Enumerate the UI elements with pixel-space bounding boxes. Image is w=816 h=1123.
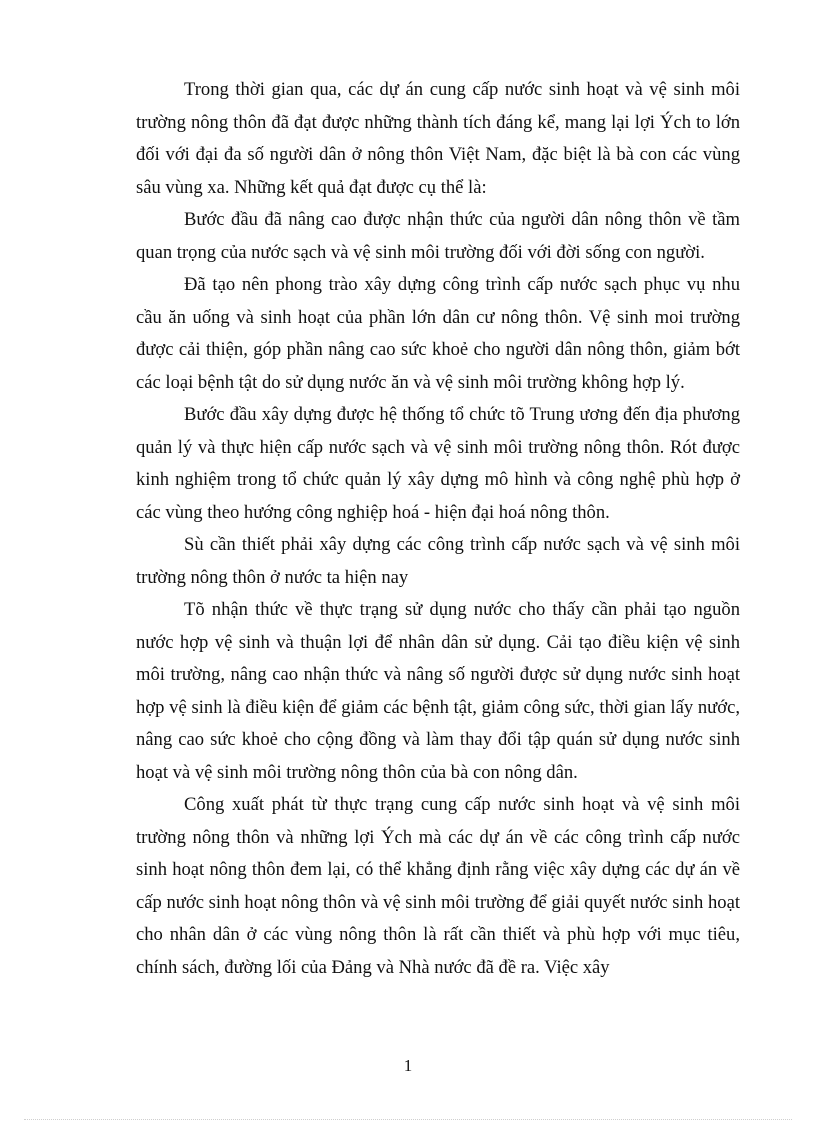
- paragraph-movement: Đã tạo nên phong trào xây dựng công trình cấp nước sạch phục vụ nhu cầu ăn uống và sinh hoạt của phần lớn dân cư nông thôn. Vệ sinh moi trường được cải thiện, góp phần nâng cao sức khoẻ cho người dân nông thôn, giảm bớt các loại bệnh tật do sử dụng nước ăn và vệ sinh môi trường không hợp lý.: [136, 274, 740, 393]
- paragraph-organization: Bước đầu xây dựng được hệ thống tổ chức tõ Trung ương đến địa phương quản lý và thực hiện cấp nước sạch và vệ sinh môi trường nông thôn. Rót được kinh nghiệm trong tổ chức quản lý xây dựng mô hình và công nghệ phù hợp ở các vùng theo hướng công nghiệp hoá - hiện đại hoá nông thôn.: [136, 404, 740, 523]
- body-text: [136, 74, 740, 984]
- page-number: 1: [403, 1056, 413, 1075]
- paragraph-reality: Tõ nhận thức về thực trạng sử dụng nước cho thấy cần phải tạo nguồn nước hợp vệ sinh và thuận lợi để nhân dân sử dụng. Cải tạo điều kiện vệ sinh môi trường, nâng cao nhận thức và nâng số người được sử dụng nước sinh hoạt hợp vệ sinh là điều kiện để giảm các bệnh tật, giảm công sức, thời gian lấy nước, nâng cao sức khoẻ cho cộng đồng và làm thay đổi tập quán sử dụng nước sinh hoạt và vệ sinh môi trường nông thôn của bà con nông dân.: [136, 599, 740, 783]
- paragraph-necessity-heading: Sù cần thiết phải xây dựng các công trình cấp nước sạch và vệ sinh môi trường nông thôn ở nước ta hiện nay: [136, 534, 740, 588]
- paragraph-conclusion: Công xuất phát từ thực trạng cung cấp nước sinh hoạt và vệ sinh môi trường nông thôn và những lợi Ých mà các dự án về các công trình cấp nước sinh hoạt nông thôn đem lại, có thể khẳng định rằng việc xây dựng các dự án về cấp nước sinh hoạt nông thôn và vệ sinh môi trường để giải quyết nước sinh hoạt cho nhân dân ở các vùng nông thôn là rất cần thiết và phù hợp với mục tiêu, chính sách, đường lối của Đảng và Nhà nước đã đề ra. Việc xây: [136, 794, 740, 978]
- paragraph-intro: Trong thời gian qua, các dự án cung cấp nước sinh hoạt và vệ sinh môi trường nông thôn đã đạt được những thành tích đáng kể, mang lại lợi Ých to lớn đối với đại đa số người dân ở nông thôn Việt Nam, đặc biệt là bà con các vùng sâu vùng xa. Những kết quả đạt được cụ thể là:: [136, 79, 740, 198]
- page-bottom-divider: [24, 1119, 792, 1120]
- paragraph-awareness: Bước đầu đã nâng cao được nhận thức của người dân nông thôn về tầm quan trọng của nước sạch và vệ sinh môi trường đối với đời sống con người.: [136, 209, 740, 263]
